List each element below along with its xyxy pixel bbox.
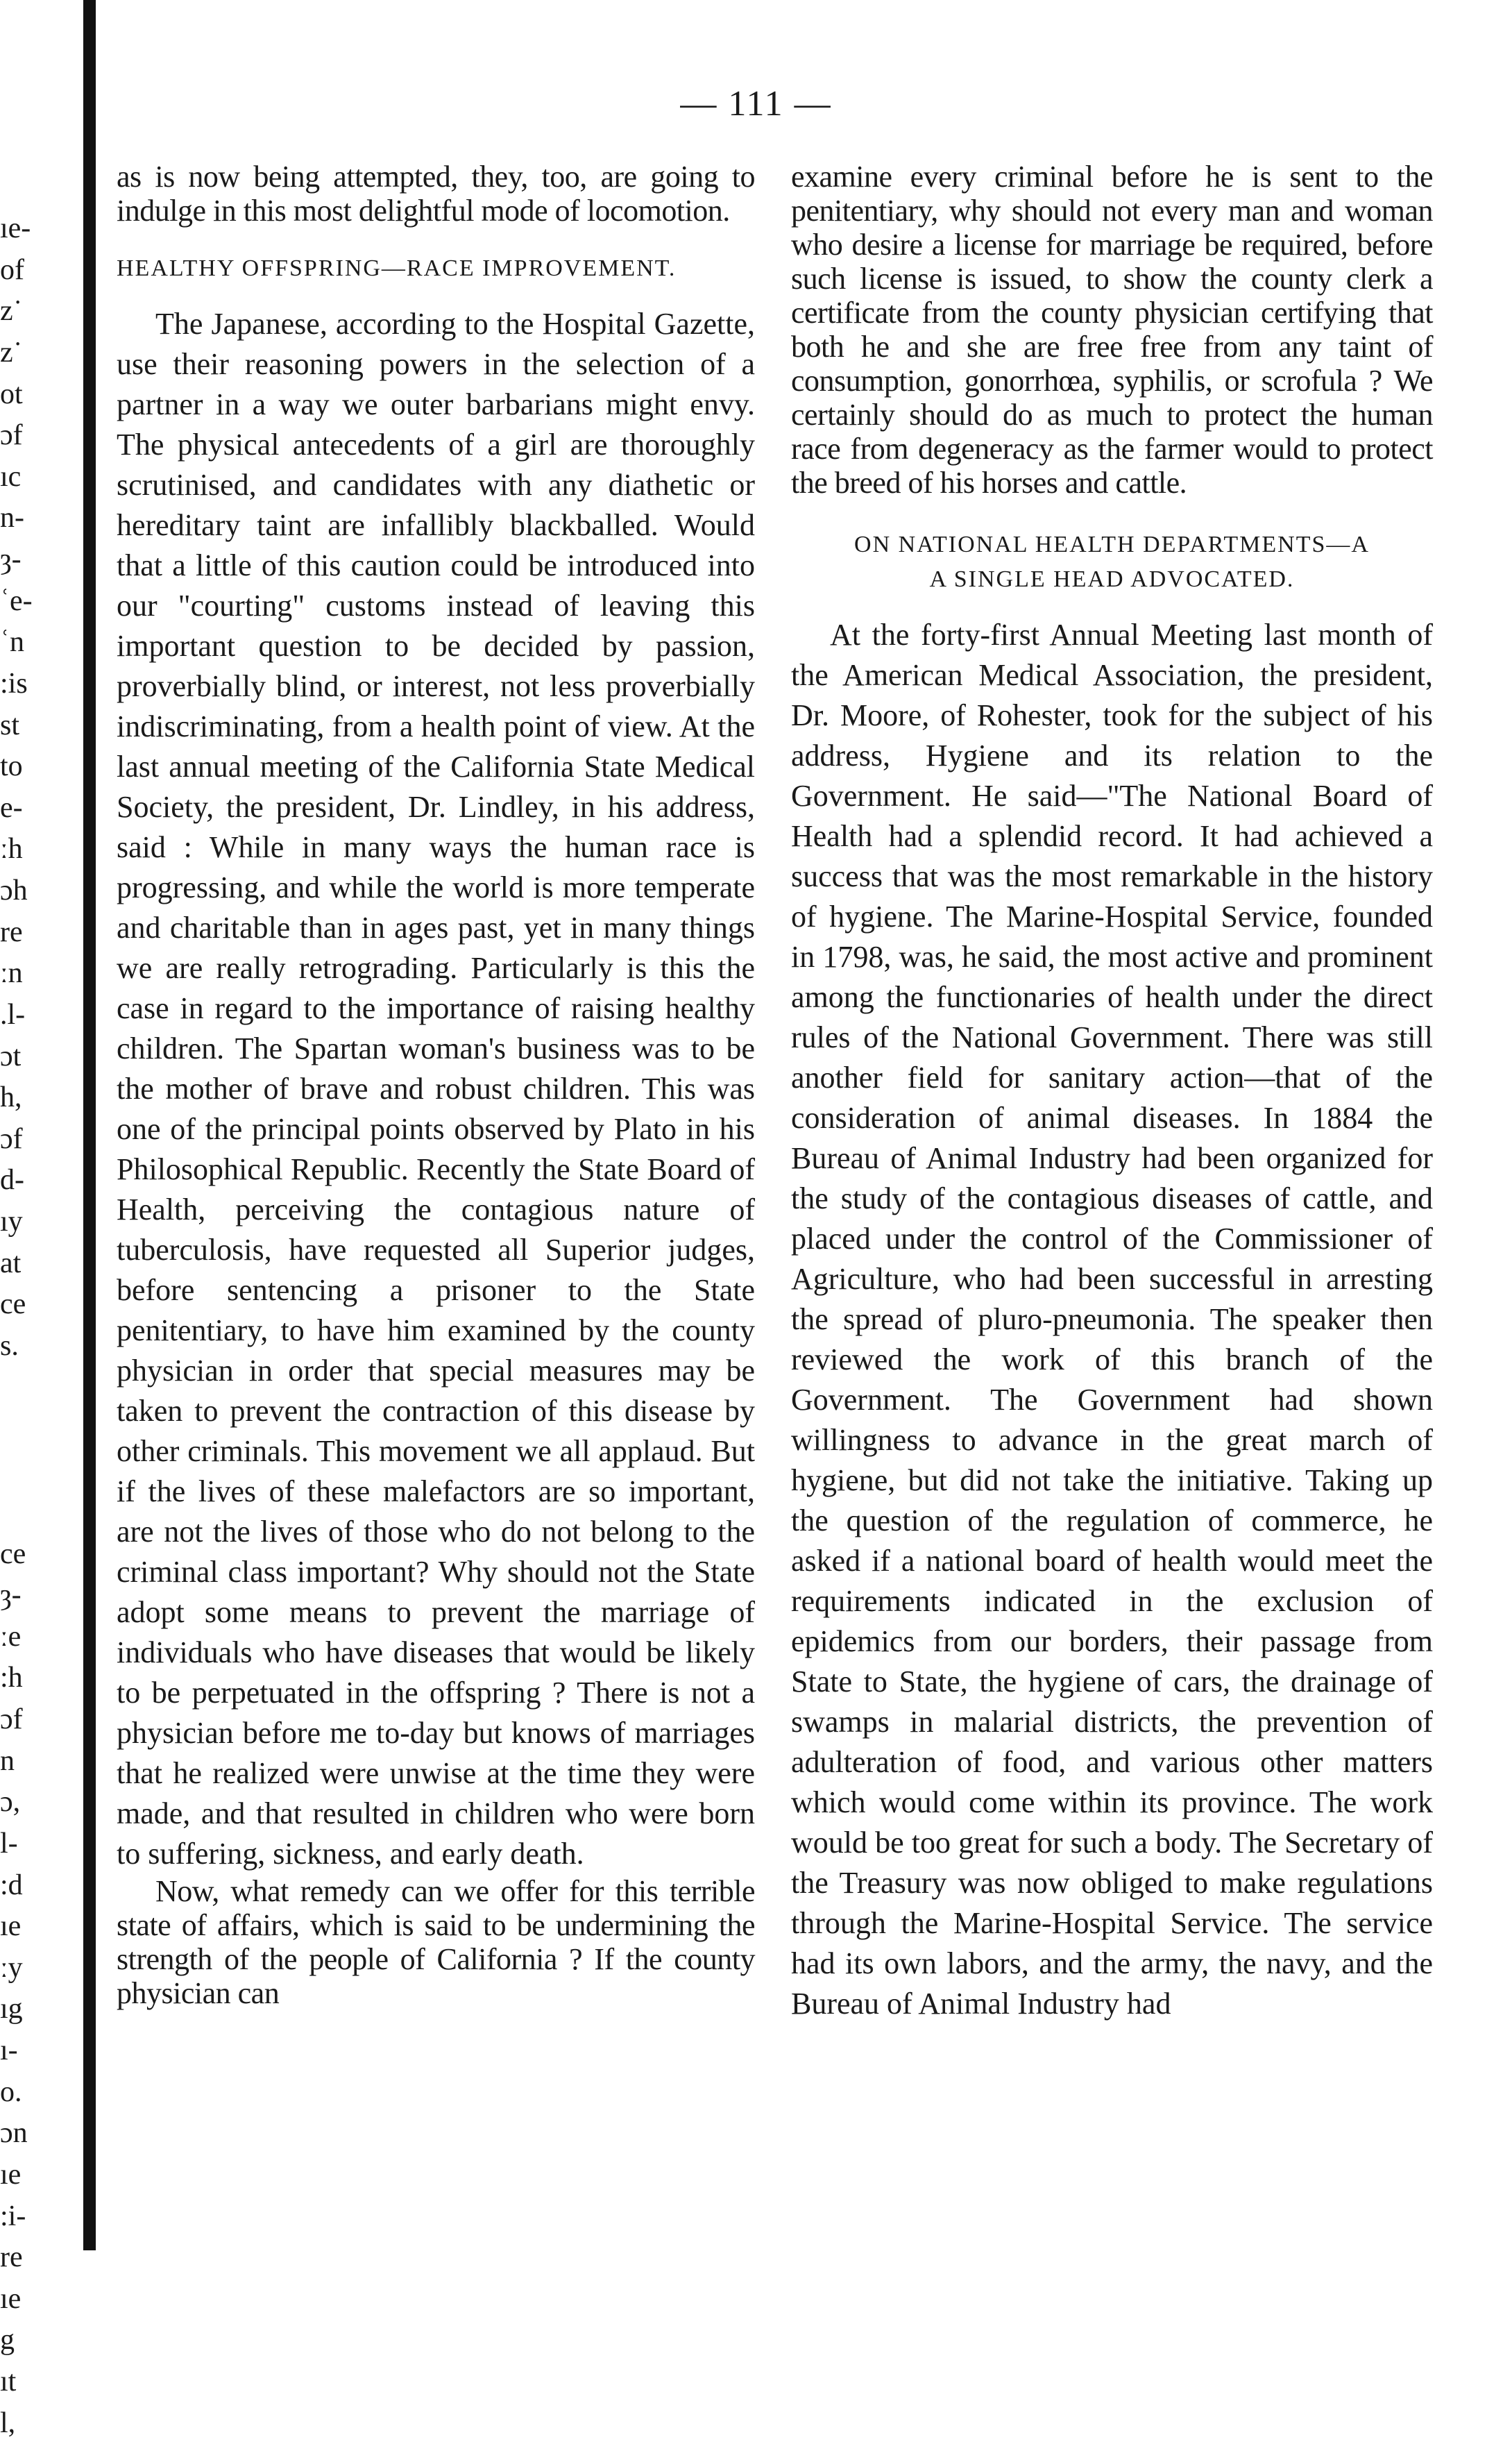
margin-fragment: of — [0, 250, 76, 292]
margin-fragment: ɔf — [0, 1699, 76, 1741]
margin-fragment: ɔt — [0, 1036, 76, 1078]
margin-fragment: ːe — [0, 1617, 76, 1658]
article-paragraph: The Japanese, according to the Hospital Gazette, use their reasoning powers in the selection of a partner in a way we outer barbarians might envy. The physical antecedents of a girl are thoroughly scrutinised, and candidates with any diathetic or hereditary taint are infallibly blackballed. Would that a little of this caution could be introduced into our "courting" customs instead of leaving this important question to be decided by passion, proverbially blind, or interest, not less proverbially indiscriminating, from a health point of view. At the last annual meeting of the California State Medical Society, the president, Dr. Lindley, in his address, said : While in many ways the human race is progressing, and while the world is more temperate and charitable than in ages past, yet in many things we are really retrograding. Particularly is this the case in regard to the importance of raising healthy children. The Spartan woman's business was to be the mother of brave and robust children. This was one of the principal points observed by Plato in his Philosophical Republic. Recently the State Board of Health, perceiving the contagious nature of tuberculosis, have requested all Superior judges, before sentencing a prisoner to the State penitentiary, to have him examined by the county physician in order that special measures may be taken to prevent the contraction of this disease by other criminals. This movement we all applaud. But if the lives of these malefactors are so important, are not the lives of those who do not belong to the criminal class important? Why should not the State adopt some means to prevent the marriage of individuals who have diseases that would be likely to be perpetuated in the offspring ? There is not a physician before me to-day but knows of marriages that he realized were unwise at the time they were made, and that resulted in children who were born to suffering, sickness, and early death. — [117, 304, 755, 1874]
margin-fragment: ɔ, — [0, 1782, 76, 1823]
binding-gutter — [83, 0, 96, 2250]
margin-fragment: l- — [0, 1823, 76, 1865]
article-paragraph: At the forty-first Annual Meeting last month of the American Medical Association, the president, Dr. Moore, of Rohester, took for the subject of his address, Hygiene and its relation to the Government. He said—"The National Board of Health had a splendid record. It had achieved a success that was the most remarkable in the history of hygiene. The Marine-Hospital Service, founded in 1798, was, he said, the most active and prominent among the functionaries of health under the direct rules of the National Government. There was still another field for sanitary action—that of the consideration of animal diseases. In 1884 the Bureau of Animal Industry had been organized for the study of the contagious diseases of cattle, and placed under the control of the Commissioner of Agriculture, who had been successful in arresting the spread of pluro-pneumonia. The speaker then reviewed the work of this branch of the Government. The Government had shown willingness to advance in the great march of hygiene, but did not take the initiative. Taking up the question of the regulation of commerce, he asked if a national board of health would meet the requirements indicated in the exclusion of epidemics from our borders, their passage from State to State, the hygiene of cars, the drainage of swamps in malarial districts, the prevention of adulteration of food, and various other matters which would come within its province. The work would be too great for such a body. The Secretary of the Treasury was now obliged to make regulations through the Marine-Hospital Service. The service had its own labors, and the army, the navy, and the Bureau of Animal Industry had — [791, 615, 1433, 2024]
margin-fragment: st — [0, 705, 76, 747]
margin-fragment: ıe — [0, 1906, 76, 1948]
margin-fragment: ıt — [0, 2361, 76, 2403]
margin-fragment: ıy — [0, 1202, 76, 1243]
margin-fragment: n — [0, 1741, 76, 1783]
margin-fragment: ıe — [0, 2155, 76, 2196]
section-heading-line: ON NATIONAL HEALTH DEPARTMENTS—A — [791, 528, 1433, 562]
margin-fragment: :h — [0, 1658, 76, 1699]
margin-fragment: ɔf — [0, 415, 76, 457]
margin-fragment: re — [0, 912, 76, 954]
margin-fragment: :d — [0, 1865, 76, 1907]
left-column — [117, 160, 755, 2010]
page-number: — 111 — — [0, 83, 1512, 124]
margin-fragment: ıe — [0, 2279, 76, 2320]
article-paragraph: Now, what remedy can we offer for this terrible state of affairs, which is said to be undermining the strength of the people of California ? If the county physician can — [117, 1874, 755, 2010]
margin-fragment: h, — [0, 1077, 76, 1119]
margin-fragment: :is — [0, 664, 76, 705]
section-heading-line: A SINGLE HEAD ADVOCATED. — [791, 562, 1433, 597]
section-heading-national-health — [791, 528, 1433, 597]
margin-fragment: ıc — [0, 457, 76, 498]
margin-fragment: ı- — [0, 2030, 76, 2072]
margin-fragment: ȝ- — [0, 1575, 76, 1617]
margin-fragment: ɔh — [0, 870, 76, 912]
margin-fragment-group — [0, 208, 76, 1367]
margin-fragment: ʿn — [0, 622, 76, 664]
margin-fragment: s. — [0, 1326, 76, 1367]
margin-fragment-group — [0, 1534, 76, 2444]
margin-fragment: o. — [0, 2072, 76, 2114]
margin-fragment: at — [0, 1243, 76, 1285]
margin-fragment: ıg — [0, 1989, 76, 2030]
margin-fragment: ce — [0, 1534, 76, 1576]
section-heading-healthy-offspring: HEALTHY OFFSPRING—RACE IMPROVEMENT. — [117, 251, 755, 286]
margin-fragment: g — [0, 2320, 76, 2361]
margin-fragment: :i- — [0, 2196, 76, 2238]
margin-fragment: ːn — [0, 953, 76, 995]
previous-page-margin-fragments — [0, 208, 76, 2444]
margin-fragment: l, — [0, 2403, 76, 2444]
continued-paragraph: examine every criminal before he is sent to the penitentiary, why should not every man and woman who desire a license for marriage be required, before such license is issued, to show the county clerk a certificate from the county physician certifying that both he and she are free free from any taint of consumption, gonorrhœa, syphilis, or scrofula ? We certainly should do as much to protect the human race from degeneracy as the farmer would to protect the breed of his horses and cattle. — [791, 160, 1433, 500]
margin-fragment: ːy — [0, 1948, 76, 1989]
right-column — [791, 160, 1433, 2024]
margin-fragment: to — [0, 746, 76, 788]
margin-fragment: ȝ- — [0, 539, 76, 581]
margin-fragment: ce — [0, 1284, 76, 1326]
margin-fragment: ɔn — [0, 2113, 76, 2155]
margin-fragment: ot — [0, 374, 76, 416]
margin-fragment: .l- — [0, 995, 76, 1036]
continued-paragraph: as is now being attempted, they, too, are going to indulge in this most delightful mode of locomotion. — [117, 160, 755, 228]
margin-fragment: re — [0, 2237, 76, 2279]
margin-fragment: n- — [0, 498, 76, 539]
margin-fragment: d- — [0, 1160, 76, 1202]
margin-fragment: z˙ — [0, 291, 76, 332]
margin-fragment: ːh — [0, 829, 76, 870]
margin-fragment: ıe- — [0, 208, 76, 250]
margin-fragment: z˙ — [0, 332, 76, 374]
margin-fragment: ɔf — [0, 1119, 76, 1161]
margin-fragment: ʿe- — [0, 581, 76, 623]
margin-fragment: e- — [0, 788, 76, 829]
